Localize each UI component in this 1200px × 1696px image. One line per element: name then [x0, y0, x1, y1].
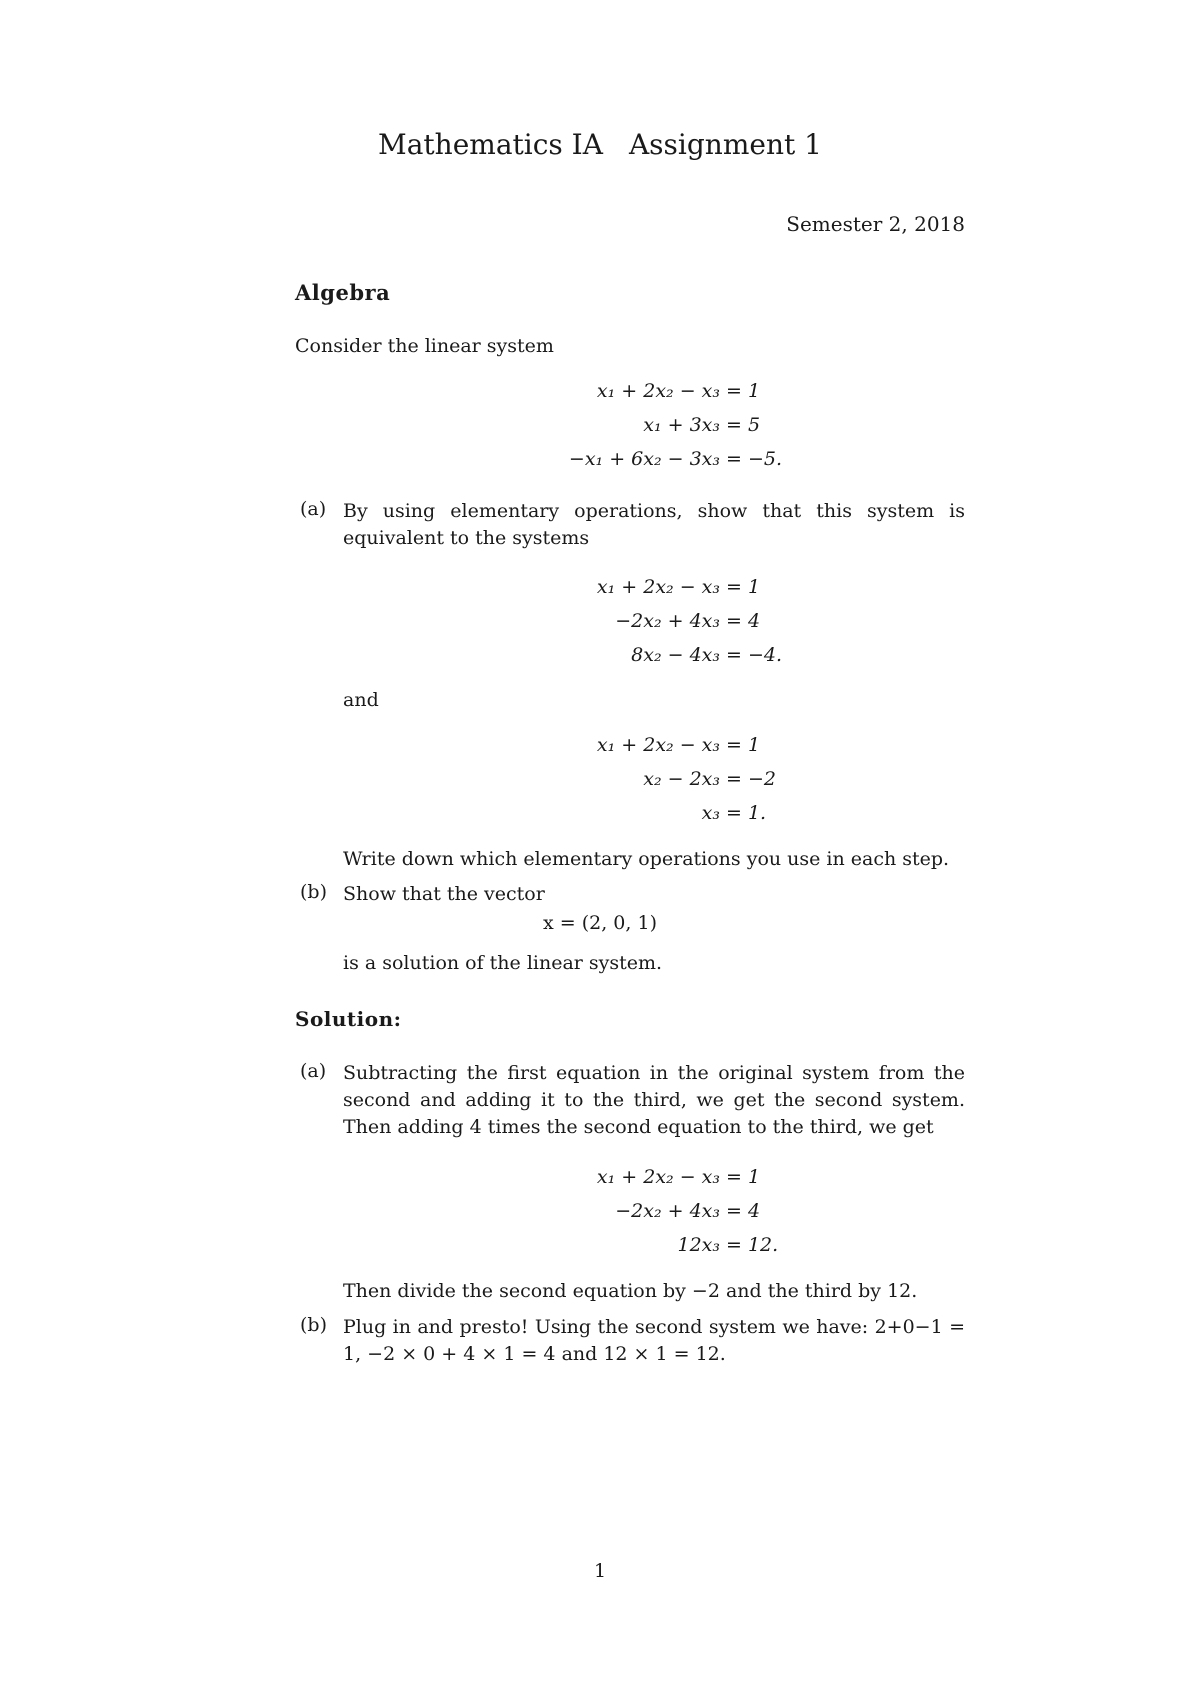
part-b-closing: is a solution of the linear system. — [343, 952, 663, 974]
part-b-text: Show that the vector — [343, 883, 545, 905]
solution-a-text: Subtracting the first equation in the original system from the second and adding it to the third, we get the second system. Then adding 4 times the second equation to the third, we get — [343, 1062, 965, 1138]
equation-row: 12x₃ = 12. — [677, 1234, 779, 1256]
equation-row: x₁ + 2x₂ − x₃ = 1 — [596, 1166, 761, 1188]
algebra-intro: Consider the linear system — [295, 335, 554, 357]
equation-row: x₁ + 2x₂ − x₃ = 1 — [596, 380, 761, 402]
equation-row: −x₁ + 6x₂ − 3x₃ = −5. — [568, 448, 783, 470]
equation-row: x₂ − 2x₃ = −2 — [643, 768, 776, 790]
part-b-label: (b) — [300, 881, 327, 903]
semester-label: Semester 2, 2018 — [786, 212, 965, 236]
equation-row: x₃ = 1. — [701, 802, 767, 824]
algebra-heading: Algebra — [295, 280, 391, 305]
equation-row: x₁ + 3x₃ = 5 — [643, 414, 761, 436]
equation-row: −2x₂ + 4x₃ = 4 — [615, 1200, 761, 1222]
equation-row: −2x₂ + 4x₃ = 4 — [615, 610, 761, 632]
solution-a-closing: Then divide the second equation by −2 and the third by 12. — [343, 1280, 918, 1302]
document-title — [0, 128, 1200, 161]
part-a-label: (a) — [300, 498, 327, 520]
equation-row: x₁ + 2x₂ − x₃ = 1 — [596, 734, 761, 756]
equation-row: x₁ + 2x₂ − x₃ = 1 — [596, 576, 761, 598]
and-connector: and — [343, 689, 379, 711]
title-course: Mathematics IA — [378, 128, 603, 161]
solution-b-text: Plug in and presto! Using the second system we have: 2+0−1 = 1, −2 × 0 + 4 × 1 = 4 and 12 × 1 = 12. — [343, 1316, 965, 1365]
part-a-text: By using elementary operations, show that this system is equivalent to the systems — [343, 500, 965, 549]
page-number: 1 — [593, 1560, 607, 1582]
solution-heading: Solution: — [295, 1007, 402, 1031]
solution-a-label: (a) — [300, 1060, 327, 1082]
title-assignment: Assignment 1 — [628, 128, 822, 161]
vector-expression: x = (2, 0, 1) — [543, 912, 657, 934]
equation-row: 8x₂ − 4x₃ = −4. — [631, 644, 783, 666]
part-a-closing: Write down which elementary operations you use in each step. — [343, 848, 950, 870]
solution-b-label: (b) — [300, 1314, 327, 1336]
